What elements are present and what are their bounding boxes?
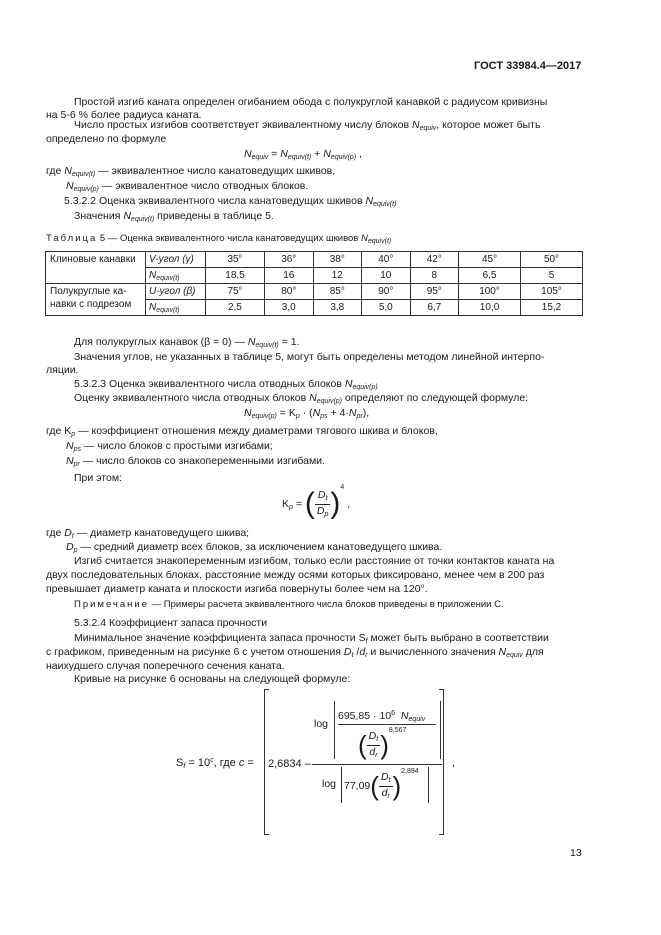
paragraph-simple-bend-cont: на 5-6 % более радиуса каната. bbox=[46, 109, 202, 121]
numerator-fraction-line bbox=[338, 724, 436, 725]
page-number: 13 bbox=[570, 847, 582, 859]
section-5-3-2-2: 5.3.2.2 Оценка эквивалентного числа канатоведущих шкивов $N_{equiv(t)}$ bbox=[64, 195, 397, 208]
table-row bbox=[46, 284, 583, 300]
definition-kp: где $K_p$ — коэффициент отношения между диаметрами тягового шкива и блоков, bbox=[46, 425, 438, 438]
table-cell: 2,5 bbox=[206, 300, 265, 316]
num-brace-left bbox=[334, 701, 335, 759]
table-cell: 5 bbox=[521, 268, 583, 284]
table-cell: 3,0 bbox=[265, 300, 314, 316]
section-5-3-2-3: 5.3.2.3 Оценка эквивалентного числа отводных блоков $N_{equiv(p)}$ bbox=[74, 378, 378, 391]
table-cell: 100° bbox=[459, 284, 521, 300]
values-reference: Значения $N_{equiv(t)}$ приведены в таблице 5. bbox=[74, 210, 274, 223]
table-cell: 105° bbox=[521, 284, 583, 300]
paragraph-safety-factor-2: с графиком, приведенным на рисунке 6 с учетом отношения $D_t$ $/d_r$ и вычисленного значения $N_{equiv}$ для bbox=[46, 646, 544, 659]
table-row bbox=[46, 252, 583, 268]
half-round-note: Для полукруглых канавок (β = 0) — $N_{equiv(t)} = 1$. bbox=[74, 336, 300, 349]
table-cell: 35° bbox=[206, 252, 265, 268]
table-cell: 75° bbox=[206, 284, 265, 300]
table-cell: 36° bbox=[265, 252, 314, 268]
paragraph-estimate: Оценку эквивалентного числа отводных блоков $N_{equiv(p)}$ определяют по следующей формуле: bbox=[74, 392, 529, 405]
table-cell: 3,8 bbox=[313, 300, 362, 316]
table-cell: 40° bbox=[362, 252, 411, 268]
formula-n-equiv: $N_{equiv} = N_{equiv(t)} + N_{equiv(p)}$ , bbox=[244, 148, 362, 161]
table-cell: 10 bbox=[362, 268, 411, 284]
table-cell: 5,0 bbox=[362, 300, 411, 316]
numerator-log: log bbox=[314, 718, 329, 730]
definition-dt: где $D_t$ — диаметр канатоведущего шкива; bbox=[46, 527, 250, 540]
document-code: ГОСТ 33984.4—2017 bbox=[474, 60, 582, 72]
den-brace-right bbox=[428, 767, 429, 803]
definition-npr: $N_{pr}$ — число блоков со знакопеременными изгибами. bbox=[66, 455, 325, 468]
at-this-label: При этом: bbox=[74, 472, 122, 484]
header-u-angle: U-угол (β) bbox=[146, 284, 206, 300]
formula-end: , bbox=[452, 757, 456, 769]
definition-n-equiv-t: где $N_{equiv(t)}$ — эквивалентное число канатоведущих шкивов, bbox=[46, 165, 336, 178]
table-cell: 42° bbox=[410, 252, 459, 268]
outer-brace-left-top bbox=[264, 689, 269, 690]
table-cell: 10,0 bbox=[459, 300, 521, 316]
outer-brace-left bbox=[264, 689, 265, 835]
formula-lhs: $S_f = 10^c$, где c = bbox=[176, 757, 254, 770]
den-brace-left bbox=[341, 767, 342, 803]
note: Примечание — Примеры расчета эквивалентного числа блоков приведены в приложении С. bbox=[74, 599, 504, 610]
outer-brace-right-bottom bbox=[439, 834, 444, 835]
paragraph-reverse-bend: Изгиб считается знакопеременным изгибом, только если расстояние от точки контактов каната на bbox=[74, 555, 555, 567]
definition-nps: $N_{ps}$ — число блоков с простыми изгибами; bbox=[66, 440, 273, 453]
table-cell: 50° bbox=[521, 252, 583, 268]
table-cell: 38° bbox=[313, 252, 362, 268]
paragraph-simple-bend: Простой изгиб каната определен огибанием обода с полукруглой канавкой с радиусом кривизны bbox=[74, 96, 548, 108]
outer-brace-right-top bbox=[439, 689, 444, 690]
table-5 bbox=[45, 251, 583, 316]
table-cell: 45° bbox=[459, 252, 521, 268]
numerator-denominator: ( $\frac{D_t}{d_r}$ )$^{8,567}$ bbox=[358, 727, 407, 761]
row-label-u-grooves: Полукруглые ка-навки с подрезом bbox=[46, 284, 146, 316]
paragraph-safety-factor: Минимальное значение коэффициента запаса прочности $S_f$ может быть выбрано в соответствии bbox=[74, 632, 549, 645]
paragraph-curves: Кривые на рисунке 6 основаны на следующей формуле: bbox=[74, 673, 351, 685]
definition-dp: $D_p$ — средний диаметр всех блоков, за исключением канатоведущего шкива. bbox=[66, 541, 443, 554]
outer-brace-right bbox=[443, 689, 444, 835]
paragraph-reverse-bend-3: превышает диаметр каната и плоскости изгиба повернуты более чем на 120°. bbox=[46, 583, 428, 595]
formula-kp: $K_p$ = ( $\frac{D_t}{D_p}$ )$^4$ , bbox=[282, 484, 351, 521]
outer-brace-left-bottom bbox=[264, 834, 269, 835]
table-cell: 8 bbox=[410, 268, 459, 284]
header-v-angle: V-угол (γ) bbox=[146, 252, 206, 268]
denominator-value: 77,09( $\frac{D_t}{d_r}$ )$^{2,894}$ bbox=[344, 768, 419, 802]
section-5-3-2-4: 5.3.2.4 Коэффициент запаса прочности bbox=[74, 617, 268, 629]
denominator-log: log bbox=[322, 778, 337, 790]
paragraph-reverse-bend-2: двух последовательных блоках, расстояние между осями которых фиксировано, менее чем в 200 раз bbox=[46, 569, 545, 581]
interpolation-note-cont: ляции. bbox=[46, 364, 79, 376]
header-n-equiv-t-2: $N_{equiv(t)}$ bbox=[146, 300, 206, 316]
paragraph-count-bends: Число простых изгибов соответствует эквивалентному числу блоков $N_{equiv}$, которое может быть bbox=[74, 119, 541, 132]
definition-n-equiv-p: $N_{equiv(p)}$ — эквивалентное число отводных блоков. bbox=[66, 180, 309, 193]
header-n-equiv-t: $N_{equiv(t)}$ bbox=[146, 268, 206, 284]
table-cell: 95° bbox=[410, 284, 459, 300]
table-cell: 12 bbox=[313, 268, 362, 284]
table-cell: 15,2 bbox=[521, 300, 583, 316]
num-brace-right bbox=[440, 701, 441, 759]
paragraph-safety-factor-3: наихудшего случая поперечного сечения каната. bbox=[46, 660, 285, 672]
main-fraction-line bbox=[312, 764, 442, 765]
paragraph-count-bends-cont: определено по формуле bbox=[46, 133, 167, 145]
table-cell: 16 bbox=[265, 268, 314, 284]
row-label-v-grooves: Клиновые канавки bbox=[46, 252, 146, 284]
interpolation-note: Значения углов, не указанных в таблице 5, могут быть определены методом линейной интерпо- bbox=[74, 351, 545, 363]
table-cell: 18,5 bbox=[206, 268, 265, 284]
table-caption: Таблица 5 — Оценка эквивалентного числа канатоведущих шкивов $N_{equiv(t)}$ bbox=[46, 233, 392, 245]
table-cell: 90° bbox=[362, 284, 411, 300]
table-cell: 80° bbox=[265, 284, 314, 300]
table-cell: 85° bbox=[313, 284, 362, 300]
table-cell: 6,5 bbox=[459, 268, 521, 284]
formula-n-equiv-p: $N_{equiv(p)} = K_p \cdot (N_{ps} + 4\cdot N_{pr})$, bbox=[244, 407, 370, 420]
table-cell: 6,7 bbox=[410, 300, 459, 316]
formula-constant: 2,6834 – bbox=[268, 758, 311, 770]
numerator-value: $695,85 \cdot 10^6$ $N_{equiv}$ bbox=[338, 710, 426, 723]
